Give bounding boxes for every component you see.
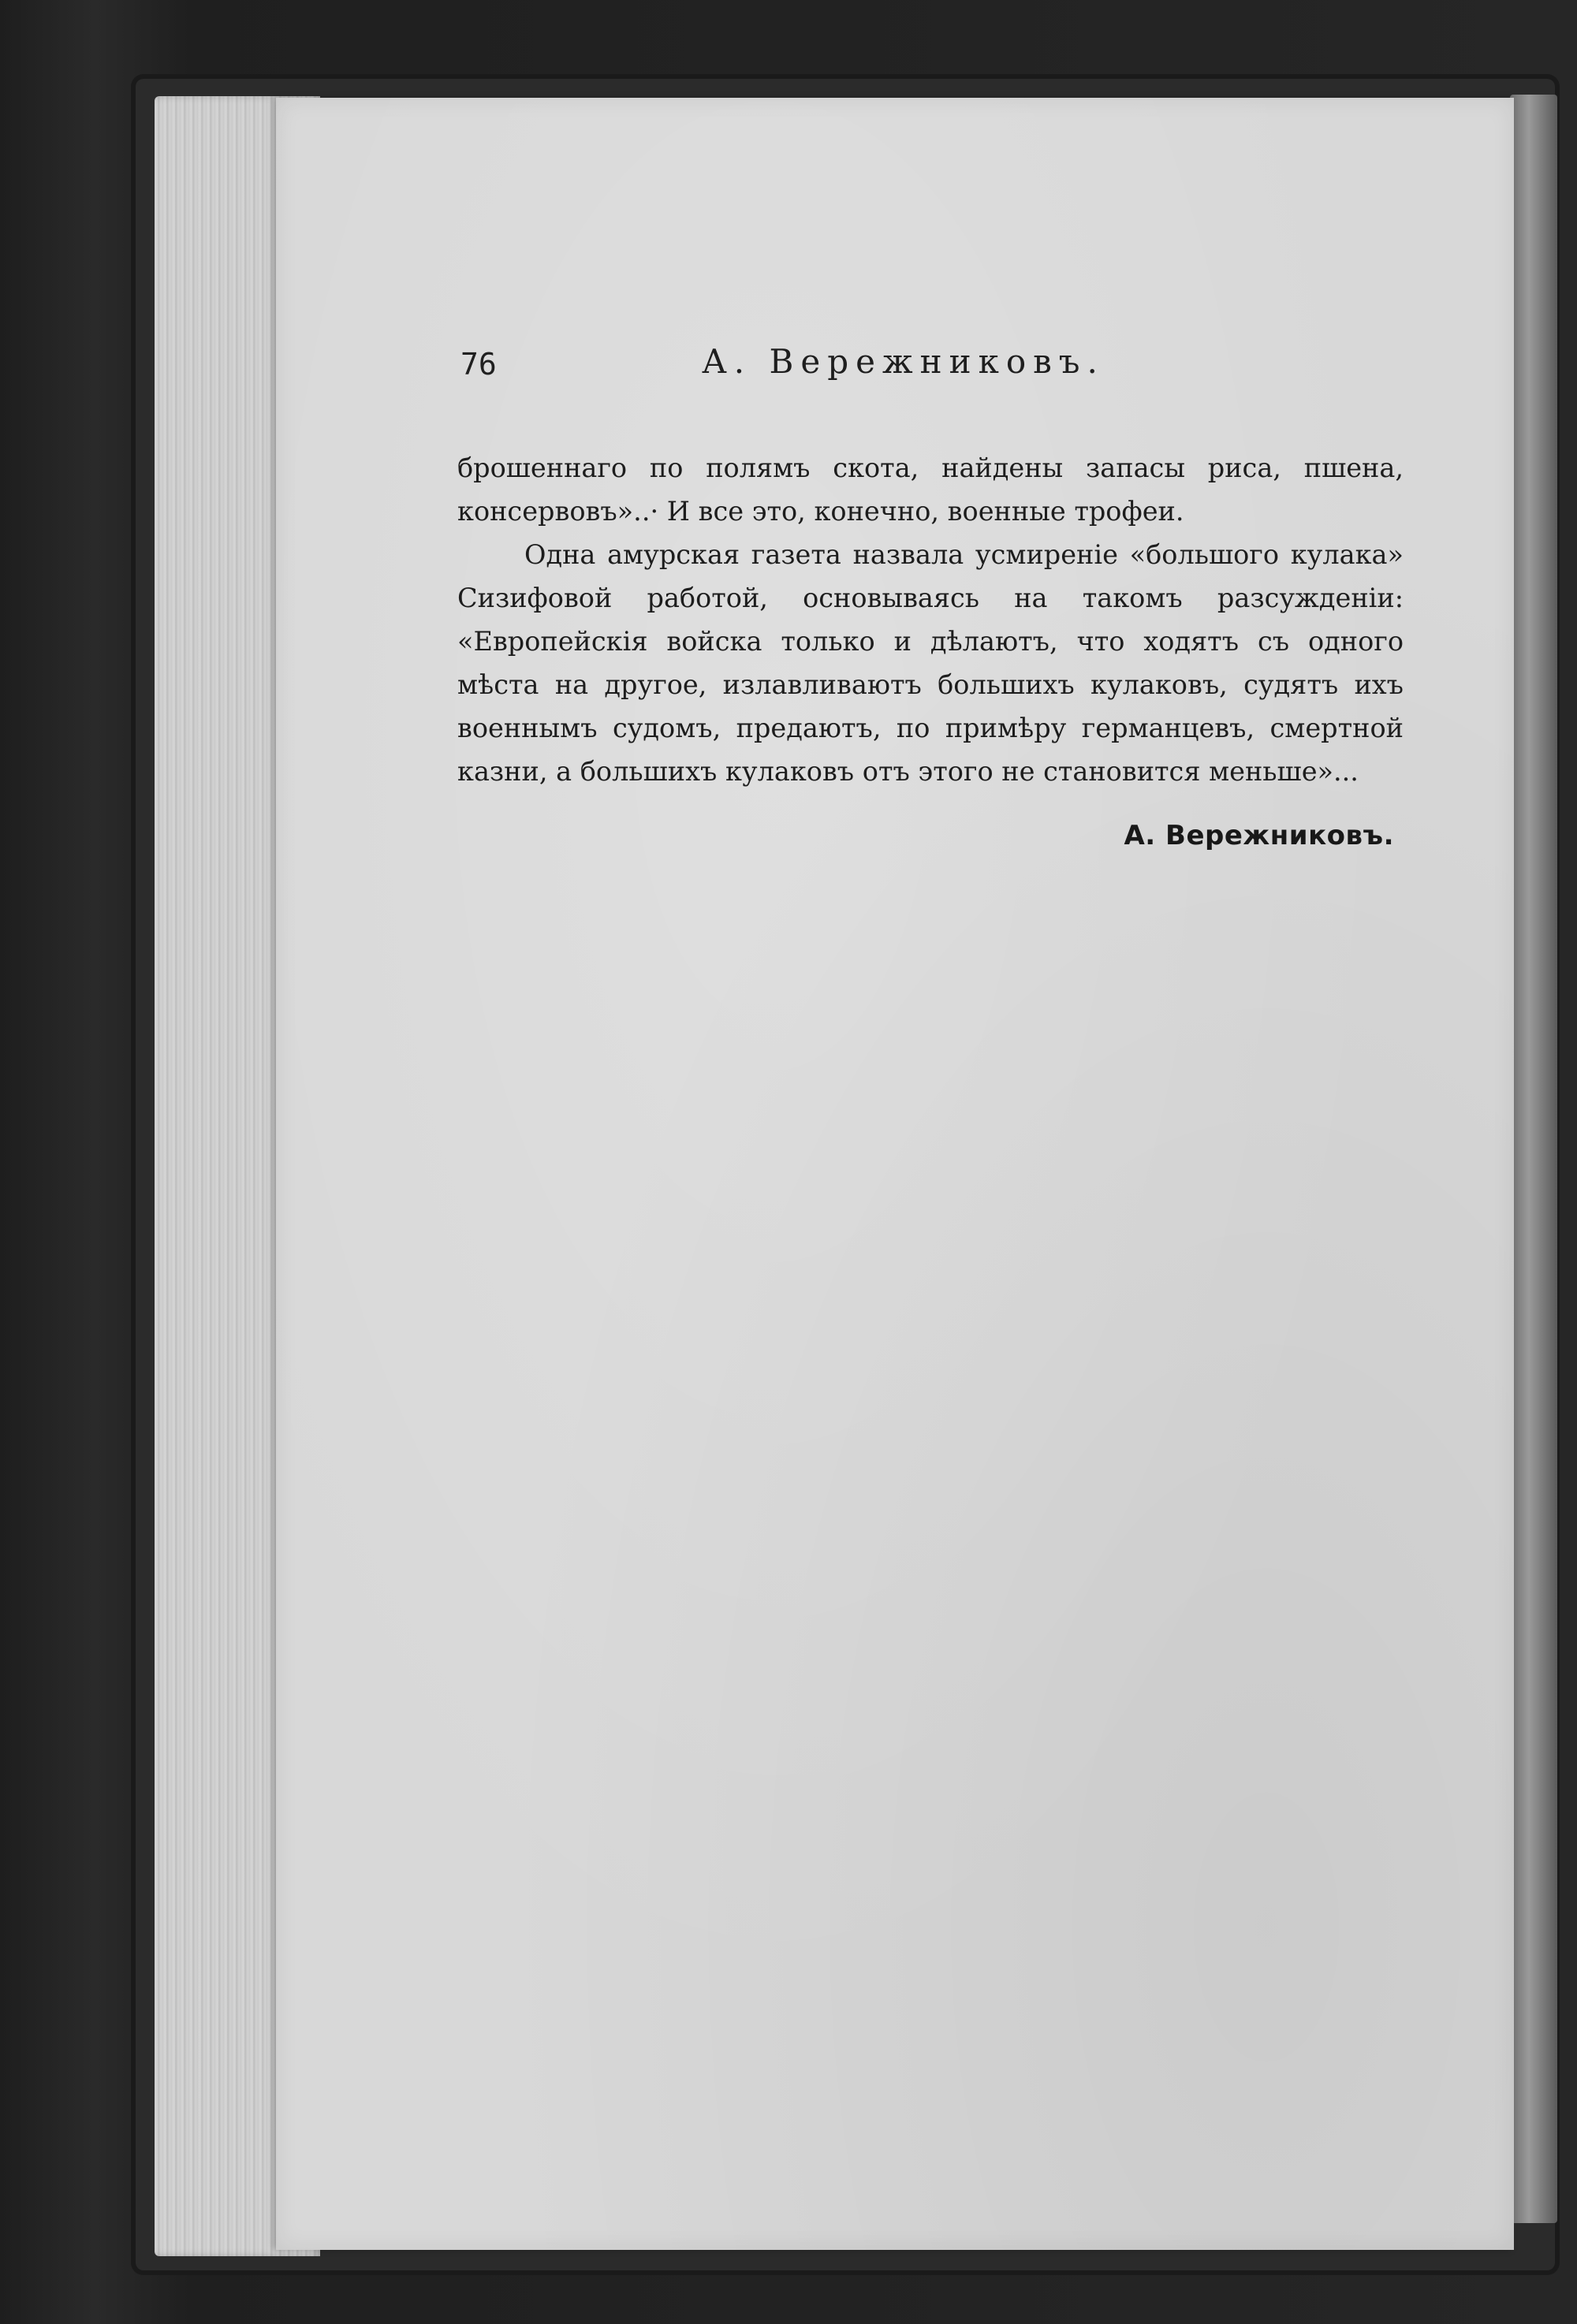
author-signature: А. Вережниковъ.: [1124, 820, 1394, 851]
running-title: А. Вережниковъ.: [702, 342, 1105, 381]
body-text: [457, 446, 1404, 793]
page-number: 76: [460, 347, 497, 382]
paragraph-continuation: брошеннаго по полямъ скота, найдены запасы риса, пшена, консервовъ»..· И все это, конечно, военные трофеи.: [457, 453, 1404, 527]
next-page-edge: [1510, 95, 1557, 2223]
book-page: [276, 98, 1514, 2250]
text-block: [457, 318, 1404, 851]
running-head: [457, 318, 1404, 397]
paragraph-amur-newspaper: Одна амурская газета назвала усмиреніе «большого кулака» Сизифовой работой, основываясь на такомъ разсужденіи: «Европейскія войска только и дѣлаютъ, что ходятъ съ одного мѣста на другое, излавливаютъ большихъ кулаковъ, судятъ ихъ военнымъ судомъ, предаютъ, по примѣру германцевъ, смертной казни, а большихъ кулаковъ отъ этого не становится меньше»...: [457, 539, 1404, 787]
